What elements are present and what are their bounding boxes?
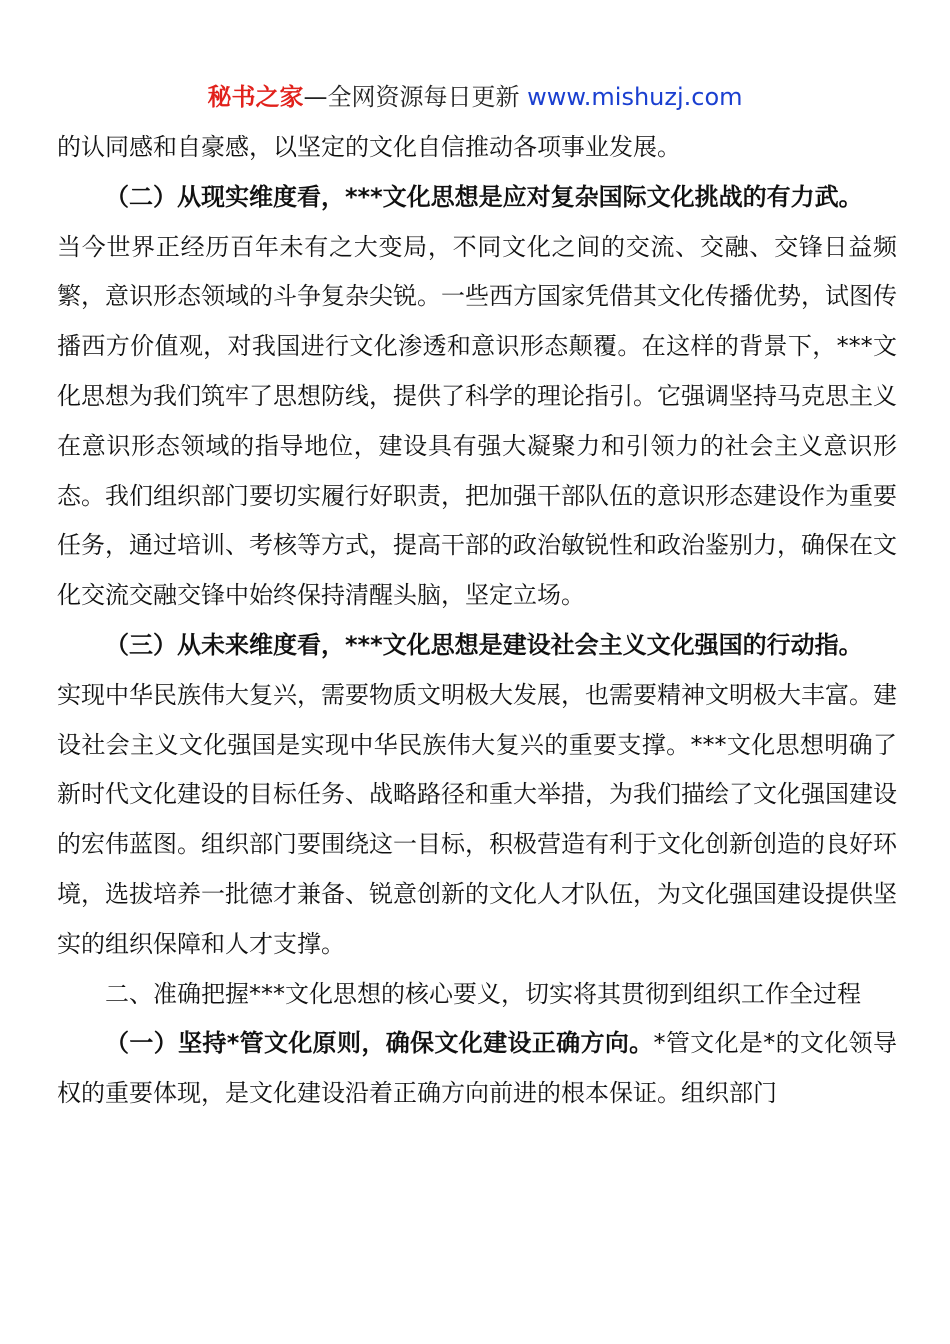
paragraph-body: 当今世界正经历百年未有之大变局，不同文化之间的交流、交融、交锋日益频繁，意识形态领域的斗争复杂尖锐。一些西方国家凭借其文化传播优势，试图传播西方价值观，对我国进行文化渗透和意识形态颠覆。在这样的背景下，***文化思想为我们筑牢了思想防线，提供了科学的理论指引。它强调坚持马克思主义在意识形态领域的指导地位，建设具有强大凝聚力和引领力的社会主义意识形态。我们组织部门要切实履行好职责，把加强干部队伍的意识形态建设作为重要任务，通过培训、考核等方式，提高干部的政治敏锐性和政治鉴别力，确保在文化交流交融交锋中始终保持清醒头脑，坚定立场。 [57,232,897,610]
document-body [57,123,897,1119]
subsection-heading-1: （一）坚持*管文化原则，确保文化建设正确方向。 [105,1029,654,1058]
site-tagline: —全网资源每日更新 [303,83,520,111]
site-brand: 秘书之家 [207,83,304,111]
chapter-heading-2: 二、准确把握***文化思想的核心要义，切实将其贯彻到组织工作全过程 [105,979,861,1008]
site-url-link[interactable]: www.mishuzj.com [527,83,743,111]
site-header [0,80,950,114]
paragraph-body [57,1019,897,1119]
paragraph-text: *管文化是*的文化领导权的重要体现，是文化建设沿着正确方向前进的根本保证。组织部门 [57,1029,897,1108]
paragraph-continuation: 的认同感和自豪感，以坚定的文化自信推动各项事业发展。 [57,133,681,161]
section-heading-3: （三）从未来维度看，***文化思想是建设社会主义文化强国的行动指。 [105,630,863,659]
paragraph-body: 实现中华民族伟大复兴，需要物质文明极大发展，也需要精神文明极大丰富。建设社会主义文化强国是实现中华民族伟大复兴的重要支撑。***文化思想明确了新时代文化建设的目标任务、战略路径和重大举措，为我们描绘了文化强国建设的宏伟蓝图。组织部门要围绕这一目标，积极营造有利于文化创新创造的良好环境，选拔培养一批德才兼备、锐意创新的文化人才队伍，为文化强国建设提供坚实的组织保障和人才支撑。 [57,680,897,958]
section-heading-2: （二）从现实维度看，***文化思想是应对复杂国际文化挑战的有力武。 [105,182,863,211]
